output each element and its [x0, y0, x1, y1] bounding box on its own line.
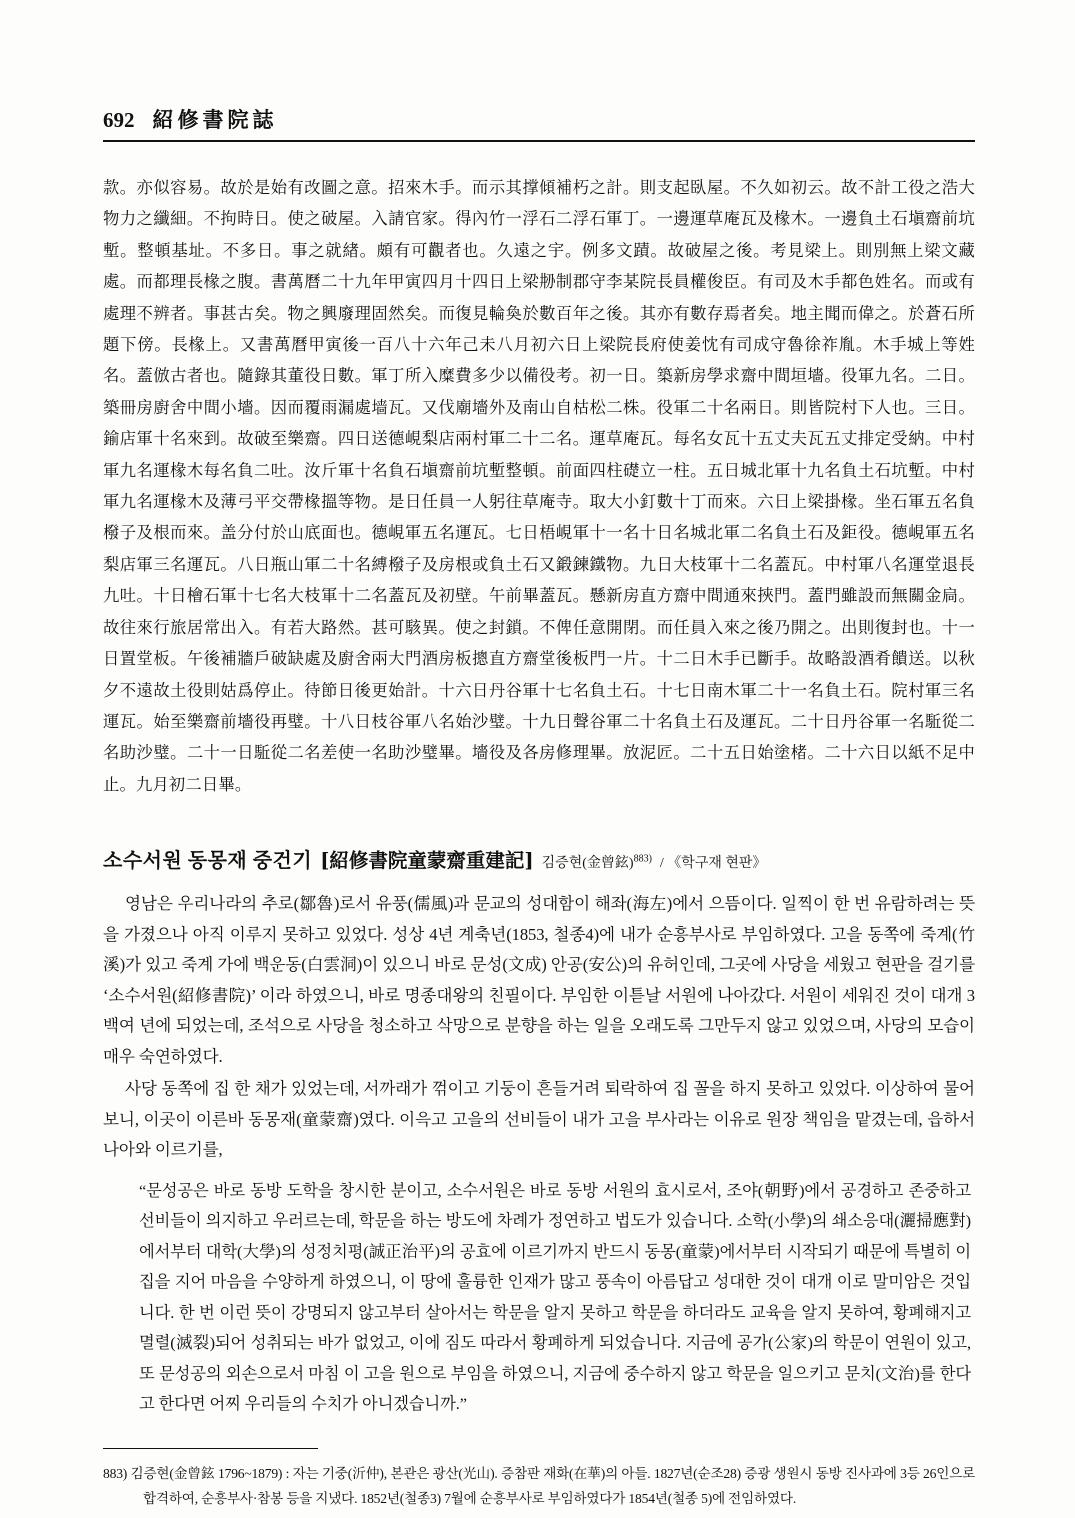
- footnote-divider: [103, 1448, 318, 1449]
- section-title-korean: 소수서원 동몽재 중건기: [103, 850, 313, 873]
- header-divider: [103, 140, 975, 142]
- section-author: [542, 852, 652, 872]
- blockquote: “문성공은 바로 동방 도학을 창시한 분이고, 소수서원은 바로 동방 서원의 효시로서, 조야(朝野)에서 공경하고 존중하고 선비들이 의지하고 우러르는데, 학문을 하는 방도에 차례가 정연하고 법도가 있습니다. 소학(小學)의 쇄소응대(灑掃應對)에서부터 대학(大學)의 성정치평(誠正治平)의 공효에 이르기까지 반드시 동몽(童蒙)에서부터 시작되기 때문에 특별히 이 집을 지어 마음을 수양하게 하였으니, 이 땅에 훌륭한 인재가 많고 풍속이 아름답고 성대한 것이 대개 이로 말미암은 것입니다. 한 번 이런 뜻이 강명되지 않고부터 살아서는 학문을 알지 못하고 학문을 하더라도 교육을 알지 못하여, 황폐해지고 멸렬(滅裂)되어 성취되는 바가 없었고, 이에 짐도 따라서 황폐하게 되었습니다. 지금에 공가(公家)의 학문이 연원이 있고, 또 문성공의 외손으로서 마침 이 고을 원으로 부임을 하였으니, 지금에 중수하지 않고 학문을 일으키고 문치(文治)를 한다고 한다면 어찌 우리들의 수치가 아니겠습니까.”: [139, 1180, 971, 1414]
- section-title-hanja: [紹修書院童蒙齋重建記]: [320, 849, 534, 873]
- running-head: [103, 104, 975, 140]
- footnote-text: [103, 1461, 975, 1511]
- footnote-number: 883): [103, 1465, 128, 1481]
- body-paragraph: 영남은 우리나라의 추로(鄒魯)로서 유풍(儒風)과 문교의 성대함이 해좌(海左)에서 으뜸이다. 일찍이 한 번 유람하려는 뜻을 가졌으나 아직 이루지 못하고 있었다. 성상 4년 계축년(1853, 철종4)에 내가 순흥부사로 부임하였다. 고을 동쪽에 죽계(竹溪)가 있고 죽계 가에 백운동(白雲洞)이 있으니 바로 문성(文成) 안공(安公)의 유허인데, 그곳에 사당을 세웠고 현판을 걸기를 ‘소수서원(紹修書院)’ 이라 하였으니, 바로 명종대왕의 친필이다. 부임한 이튿날 서원에 나아갔다. 서원이 세워진 것이 대개 3백여 년에 되었는데, 조석으로 사당을 청소하고 삭망으로 분향을 하는 일을 오래도록 그만두지 않고 있었으며, 사당의 모습이 매우 숙연하였다.: [103, 894, 975, 1066]
- section-author-name: 김증현(金曾鉉): [541, 856, 634, 872]
- section-heading: [103, 844, 975, 873]
- body-paragraph: 사당 동쪽에 집 한 채가 있었는데, 서까래가 꺾이고 기둥이 흔들거려 퇴락하여 집 꼴을 하지 못하고 있었다. 이상하여 물어보니, 이곳이 이른바 동몽재(童蒙齋)였다. 이윽고 고을의 선비들이 내가 고을 부사라는 이유로 원장 책임을 맡겼는데, 읍하서 나아와 이르기를,: [103, 1079, 975, 1160]
- book-title: 紹修書院誌: [152, 107, 278, 132]
- hanmun-passage: 款。亦似容易。故於是始有改圖之意。招來木手。而示其撑傾補朽之計。則支起臥屋。不久如初云。故不計工役之浩大物力之纖細。不拘時日。使之破屋。入請官家。得內竹一浮石二浮石軍丁。一邊運草庵瓦及椽木。一邊負土石塡齋前坑塹。整頓基址。不多日。事之就緖。頗有可觀者也。久遠之宇。例多文蹟。故破屋之後。考見梁上。則別無上梁文藏處。而都理長椽之腹。書萬曆二十九年甲寅四月十四日上梁刱制郡守李某院長員權俊臣。有司及木手都色姓名。而或有處理不辨者。事甚古矣。物之興廢理固然矣。而復見輪奐於數百年之後。其亦有數存焉者矣。地主聞而偉之。於蒼石所題下傍。長椽上。又書萬曆甲寅後一百八十六年己未八月初六日上梁院長府使姜忱有司成守魯徐祚胤。木手城上等姓名。蓋倣古者也。隨錄其董役日數。軍丁所入糜費多少以備役考。初一日。築新房學求齋中間垣墻。役軍九名。二日。築冊房廚舍中間小墻。因而覆雨漏處墙瓦。又伐廟墻外及南山自枯松二株。役軍二十名兩日。則皆院村下人也。三日。鍮店軍十名來到。故破至樂齋。四日送德峴梨店兩村軍二十二名。運草庵瓦。每名女瓦十五丈夫瓦五丈排定受納。中村軍九名運椽木每名負二吐。汝斤軍十名負石塡齋前坑塹整頓。前面四柱礎立一柱。五日城北軍十九名負土石坑塹。中村軍九名運椽木及薄弓平交帶椽搵等物。是日任員一人躬往草庵寺。取大小釘數十丁而來。六日上梁掛椽。坐石軍五名負橃子及根而來。盖分付於山底面也。德峴軍五名運瓦。七日梧峴軍十一名十日名城北軍二名負土石及鉅役。德峴軍五名梨店軍三名運瓦。八日瓶山軍二十名縛橃子及房根或負土石又鍛鍊鐵物。九日大枝軍十二名蓋瓦。中村軍八名運堂退長九吐。十日檜石軍十七名大枝軍十二名蓋瓦及初壁。午前畢蓋瓦。懸新房直方齋中間通來挾門。蓋門雖設而無關金扃。故往來行旅居常出入。有若大路然。甚可駭異。使之封鎖。不俾任意開閉。而任員入來之後乃開之。出則復封也。十一日置堂板。午後補牆戶破缺處及廚舍兩大門酒房板摠直方齋堂後板門一片。十二日木手已斷手。故略設酒肴饋送。以秋夕不遠故土役則姑爲停止。待節日後更始計。十六日丹谷軍十七名負土石。十七日南木軍二十一名負土石。院村軍三名運瓦。始至樂齋前墻役再璧。十八日枝谷軍八名始沙璧。十九日聲谷軍二十名負土石及運瓦。二十日丹谷軍一名駈從二名助沙璧。二十一日駈從二名差使一名助沙璧畢。墻役及各房修理畢。放泥匠。二十五日始塗楮。二十六日以紙不足中止。九月初二日畢。: [103, 178, 975, 794]
- page-number: 692: [103, 108, 135, 132]
- section-source: / 《학구재 현판》: [659, 856, 767, 872]
- footnote-marker-ref[interactable]: 883): [633, 853, 652, 865]
- page-content: [103, 104, 975, 1511]
- footnote-body: 김증현(金曾鉉 1796~1879) : 자는 기중(沂仲), 본관은 광산(光山). 증참판 재화(在華)의 아들. 1827년(순조28) 증광 생원시 동방 진사과에 3등 26인으로 합격하여, 순흥부사·참봉 등을 지냈다. 1852년(철종3) 7월에 순흥부사로 부임하였다가 1854년(철종 5)에 전임하였다.: [130, 1465, 976, 1506]
- footnote: [103, 1461, 975, 1511]
- body-text: [103, 889, 975, 1166]
